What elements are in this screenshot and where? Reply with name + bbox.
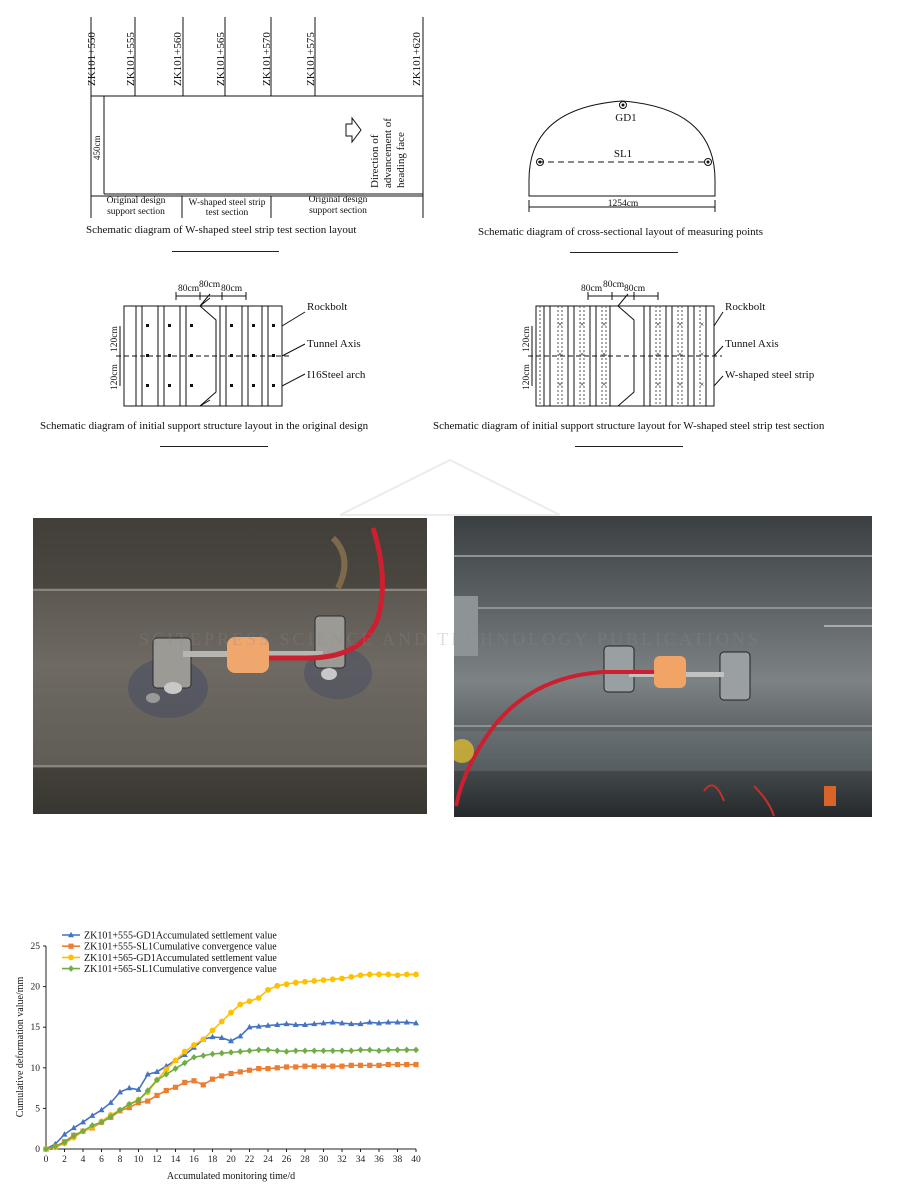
direction-label: advancement of xyxy=(382,118,394,188)
section-label: support section xyxy=(309,206,367,216)
w-strip-support-layout-diagram xyxy=(440,260,901,420)
watermark-text: SCITEPRESS SCIENCE AND TECHNOLOGY PUBLICATIONS xyxy=(138,629,762,649)
svg-text:×: × xyxy=(699,350,705,359)
height-label: 450cm xyxy=(92,135,102,160)
data-point xyxy=(284,1048,290,1055)
data-point xyxy=(237,1002,243,1008)
svg-text:×: × xyxy=(601,380,607,389)
svg-text:×: × xyxy=(579,350,585,359)
data-point xyxy=(358,972,364,978)
svg-text:×: × xyxy=(601,350,607,359)
figure-caption: Schematic diagram of initial support structure layout for W-shaped steel strip test section xyxy=(433,420,825,432)
x-tick-label: 28 xyxy=(300,1155,310,1165)
data-point xyxy=(210,1051,216,1058)
data-point xyxy=(312,1064,317,1069)
data-point xyxy=(173,1085,178,1090)
y-tick-label: 15 xyxy=(30,1023,40,1034)
data-point xyxy=(191,1042,197,1048)
test-section-layout-diagram xyxy=(0,0,460,255)
x-tick-label: 34 xyxy=(355,1155,366,1165)
rockbolt-label: Rockbolt xyxy=(307,301,348,313)
x-tick-label: 40 xyxy=(411,1155,421,1165)
data-point xyxy=(247,1068,252,1073)
spacing-label: 80cm xyxy=(221,284,243,294)
tunnel-axis-label: Tunnel Axis xyxy=(725,338,779,350)
legend-marker xyxy=(68,965,74,972)
deformation-line-chart xyxy=(0,915,440,1184)
svg-text:×: × xyxy=(655,320,661,329)
data-point xyxy=(321,1064,326,1069)
data-point xyxy=(256,1066,261,1071)
y-axis-label: Cumulative deformation value/mm xyxy=(15,976,26,1118)
data-point xyxy=(311,978,317,984)
data-point xyxy=(126,1085,132,1091)
x-tick-label: 12 xyxy=(152,1155,162,1165)
x-tick-label: 16 xyxy=(189,1155,199,1165)
data-point xyxy=(274,983,280,989)
legend-marker xyxy=(68,955,74,961)
y-tick-label: 0 xyxy=(35,1145,40,1155)
spacing-label: 80cm xyxy=(624,284,646,294)
station-label: ZK101+620 xyxy=(411,32,423,86)
data-point xyxy=(191,1054,197,1061)
data-point xyxy=(293,1064,298,1069)
spacing-label: 80cm xyxy=(581,284,603,294)
legend-label: ZK101+555-SL1Cumulative convergence value xyxy=(84,941,277,953)
svg-text:×: × xyxy=(677,380,683,389)
x-tick-label: 0 xyxy=(43,1155,49,1165)
x-tick-label: 20 xyxy=(226,1155,236,1165)
data-point xyxy=(386,1062,391,1067)
data-point xyxy=(265,987,271,993)
svg-text:×: × xyxy=(601,320,607,329)
data-point xyxy=(164,1088,169,1093)
x-tick-label: 24 xyxy=(263,1155,273,1165)
x-tick-label: 6 xyxy=(99,1155,104,1165)
data-point xyxy=(321,977,327,983)
vertical-spacing-label: 120cm xyxy=(522,364,532,390)
data-point xyxy=(201,1082,206,1087)
data-point xyxy=(284,981,290,987)
data-point xyxy=(200,1036,206,1042)
svg-text:×: × xyxy=(677,320,683,329)
gd1-label: GD1 xyxy=(615,112,637,124)
x-tick-label: 26 xyxy=(281,1155,292,1165)
cross-section-diagram xyxy=(460,0,901,255)
data-point xyxy=(339,976,345,982)
section-label: support section xyxy=(107,207,165,217)
caption-underline xyxy=(172,251,279,252)
series-1 xyxy=(43,1019,419,1151)
svg-text:×: × xyxy=(579,320,585,329)
y-tick-label: 25 xyxy=(30,942,40,952)
figure-caption: Schematic diagram of initial support structure layout in the original design xyxy=(40,420,369,432)
data-point xyxy=(349,1063,354,1068)
x-tick-label: 14 xyxy=(170,1155,181,1165)
data-point xyxy=(358,1063,363,1068)
caption-underline xyxy=(575,446,683,447)
data-point xyxy=(385,972,391,978)
svg-text:×: × xyxy=(579,380,585,389)
data-point xyxy=(311,1047,317,1054)
data-point xyxy=(293,980,299,986)
data-point xyxy=(284,1064,289,1069)
svg-text:×: × xyxy=(699,380,705,389)
x-tick-label: 38 xyxy=(392,1155,403,1165)
w-strip-label: W-shaped steel strip xyxy=(725,369,815,381)
caption-underline xyxy=(160,446,268,447)
width-label: 1254cm xyxy=(607,199,639,209)
series-2 xyxy=(43,1062,418,1152)
svg-text:×: × xyxy=(677,350,683,359)
legend-label: ZK101+565-GD1Accumulated settlement value xyxy=(84,952,277,964)
data-point xyxy=(348,1047,354,1054)
data-point xyxy=(376,1063,381,1068)
x-tick-label: 10 xyxy=(133,1155,144,1165)
series-4 xyxy=(43,1047,419,1153)
svg-text:×: × xyxy=(557,380,563,389)
data-point xyxy=(182,1049,188,1055)
x-tick-label: 30 xyxy=(318,1155,329,1165)
data-point xyxy=(247,998,253,1004)
data-point xyxy=(339,1047,345,1054)
spacing-label: 80cm xyxy=(178,284,200,294)
data-point xyxy=(395,972,401,978)
original-support-layout-diagram xyxy=(0,260,440,420)
x-tick-label: 8 xyxy=(117,1155,123,1165)
data-point xyxy=(210,1028,216,1034)
sensor-photo-w-strip xyxy=(454,516,872,817)
data-point xyxy=(367,1063,372,1068)
svg-text:×: × xyxy=(655,350,661,359)
svg-text:×: × xyxy=(699,320,705,329)
y-tick-label: 20 xyxy=(30,982,40,993)
data-point xyxy=(348,974,354,980)
direction-label: heading face xyxy=(395,132,407,188)
data-point xyxy=(210,1077,215,1082)
sensor-photo-original xyxy=(33,518,427,814)
data-point xyxy=(219,1019,225,1025)
steel-arch-label: I16Steel arch xyxy=(307,369,366,381)
data-point xyxy=(237,1048,243,1055)
svg-text:×: × xyxy=(557,320,563,329)
x-tick-label: 32 xyxy=(337,1155,347,1165)
section-label: test section xyxy=(205,208,249,218)
data-point xyxy=(219,1050,225,1057)
caption-underline xyxy=(570,252,678,253)
data-point xyxy=(256,1047,262,1054)
data-point xyxy=(367,1047,373,1054)
data-point xyxy=(265,1047,271,1054)
x-axis-label: Accumulated monitoring time/d xyxy=(166,1171,296,1182)
data-point xyxy=(219,1073,224,1078)
data-point xyxy=(200,1052,206,1059)
section-label: W-shaped steel strip xyxy=(188,198,266,208)
vertical-spacing-label: 120cm xyxy=(110,326,120,352)
data-point xyxy=(274,1047,280,1054)
spacing-label: 80cm xyxy=(199,280,221,290)
y-tick-label: 10 xyxy=(30,1063,40,1074)
section-label: Original design xyxy=(106,196,166,206)
data-point xyxy=(182,1080,187,1085)
station-label: ZK101+575 xyxy=(305,32,317,86)
data-point xyxy=(339,1064,344,1069)
data-point xyxy=(238,1069,243,1074)
station-label: ZK101+570 xyxy=(261,32,273,86)
legend-label: ZK101+565-SL1Cumulative convergence value xyxy=(84,964,277,976)
station-label: ZK101+550 xyxy=(86,32,98,86)
data-point xyxy=(154,1093,159,1098)
data-point xyxy=(330,1064,335,1069)
x-tick-label: 2 xyxy=(62,1155,67,1165)
data-point xyxy=(358,1047,364,1054)
data-point xyxy=(330,1047,336,1054)
data-point xyxy=(293,1047,299,1054)
data-point xyxy=(395,1062,400,1067)
y-tick-label: 5 xyxy=(35,1104,40,1115)
data-point xyxy=(413,972,419,978)
data-point xyxy=(330,976,336,982)
data-point xyxy=(321,1047,327,1054)
data-point xyxy=(265,1066,270,1071)
direction-label: Direction of xyxy=(369,134,381,188)
data-point xyxy=(302,1064,307,1069)
data-point xyxy=(385,1047,391,1054)
data-point xyxy=(182,1060,188,1067)
spacing-label: 80cm xyxy=(603,280,625,290)
data-point xyxy=(413,1047,419,1054)
data-point xyxy=(404,1062,409,1067)
data-point xyxy=(247,1047,253,1054)
data-point xyxy=(376,1047,382,1054)
series-3 xyxy=(43,972,419,1152)
data-point xyxy=(302,1047,308,1054)
data-point xyxy=(228,1010,234,1016)
sl1-label: SL1 xyxy=(613,148,633,160)
data-point xyxy=(376,972,382,978)
data-point xyxy=(191,1078,196,1083)
figure-caption: Schematic diagram of cross-sectional layout of measuring points xyxy=(478,226,764,238)
legend-marker xyxy=(68,944,73,949)
x-tick-label: 18 xyxy=(207,1155,218,1165)
x-tick-label: 36 xyxy=(374,1155,384,1165)
x-tick-label: 22 xyxy=(244,1155,255,1165)
svg-text:×: × xyxy=(655,380,661,389)
data-point xyxy=(413,1062,418,1067)
data-point xyxy=(275,1065,280,1070)
rockbolt-label: Rockbolt xyxy=(725,301,766,313)
data-point xyxy=(367,972,373,978)
vertical-spacing-label: 120cm xyxy=(522,326,532,352)
legend-label: ZK101+555-GD1Accumulated settlement value xyxy=(84,930,277,942)
data-point xyxy=(228,1049,234,1056)
station-label: ZK101+555 xyxy=(125,32,137,86)
figure-caption: Schematic diagram of W-shaped steel strip test section layout xyxy=(86,224,357,236)
data-point xyxy=(145,1098,150,1103)
station-label: ZK101+565 xyxy=(215,32,227,86)
x-tick-label: 4 xyxy=(80,1155,86,1165)
svg-text:×: × xyxy=(557,350,563,359)
station-label: ZK101+560 xyxy=(172,32,184,86)
data-point xyxy=(173,1065,179,1072)
data-point xyxy=(173,1058,179,1064)
data-point xyxy=(404,1047,410,1054)
data-point xyxy=(302,979,308,985)
data-point xyxy=(404,972,410,978)
data-point xyxy=(395,1047,401,1054)
data-point xyxy=(256,995,262,1001)
vertical-spacing-label: 120cm xyxy=(110,364,120,390)
section-label: Original design xyxy=(308,195,368,205)
data-point xyxy=(228,1071,233,1076)
tunnel-axis-label: Tunnel Axis xyxy=(307,338,361,350)
